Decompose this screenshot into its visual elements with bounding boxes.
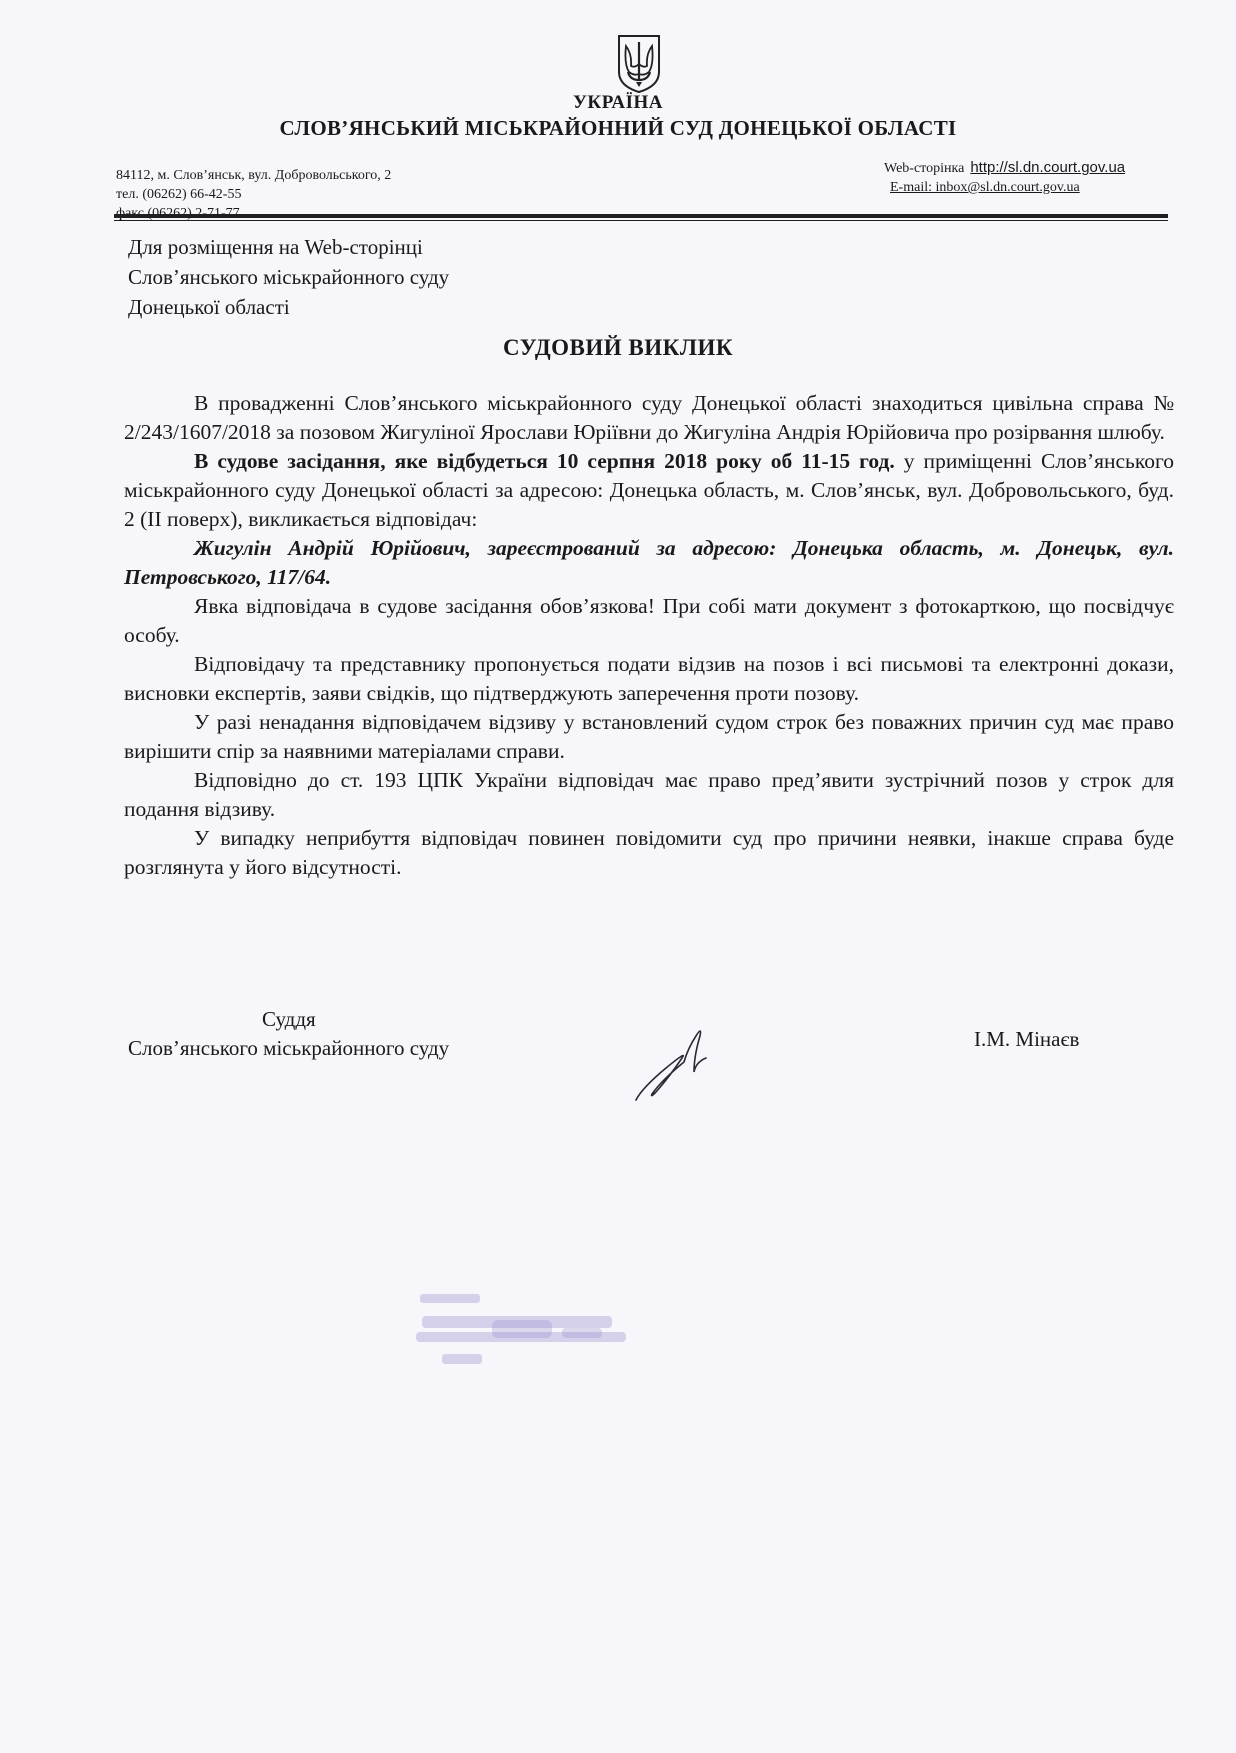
paragraph-case: В провадженні Слов’янського міськрайонного суду Донецької області знаходиться цивільна справа № 2/243/1607/2018 за позовом Жигуліної Ярослави Юріївни до Жигуліна Андрія Юрійовича про розірвання шлюбу. (124, 391, 1174, 444)
paragraph-response: Відповідачу та представнику пропонується подати відзив на позов і всі письмові та електронні докази, висновки експертів, заяви свідків, що підтверджують заперечення проти позову. (124, 652, 1174, 705)
paragraph-counterclaim: Відповідно до ст. 193 ЦПК України відповідач має право пред’явити зустрічний позов у строк для подання відзиву. (124, 768, 1174, 821)
court-address: 84112, м. Слов’янськ, вул. Добровольського, 2 (116, 168, 392, 183)
placement-note (128, 232, 449, 322)
trident-emblem-icon (616, 34, 662, 94)
court-website (884, 158, 1125, 178)
court-name: СЛОВ’ЯНСЬКИЙ МІСЬКРАЙОННИЙ СУД ДОНЕЦЬКОЇ ОБЛАСТІ (279, 116, 957, 140)
paragraph-defendant: Жигулін Андрій Юрійович, зареєстрований за адресою: Донецька область, м. Донецьк, вул. Петровського, 117/64. (124, 536, 1174, 589)
header-divider (114, 214, 1168, 218)
placement-line: Для розміщення на Web-сторінці (128, 235, 423, 259)
summons-body (124, 389, 1174, 882)
court-email[interactable]: E-mail: inbox@sl.dn.court.gov.ua (890, 180, 1080, 195)
paragraph-attendance: Явка відповідача в судове засідання обов’язкова! При собі мати документ з фотокарткою, що посвідчує особу. (124, 594, 1174, 647)
judge-court: Слов’янського міськрайонного суду (128, 1036, 450, 1060)
handwritten-signature-icon (632, 1022, 724, 1104)
judge-name: І.М. Мінаєв (974, 1027, 1080, 1051)
faded-stamp-icon (412, 1280, 632, 1380)
website-link[interactable]: http://sl.dn.court.gov.ua (970, 159, 1126, 176)
document-title: СУДОВИЙ ВИКЛИК (502, 335, 734, 360)
paragraph-absence: У випадку неприбуття відповідач повинен повідомити суд про причини неявки, інакше справа буде розглянута у його відсутності. (124, 826, 1174, 879)
judge-role: Суддя (262, 1007, 316, 1031)
placement-line: Слов’янського міськрайонного суду (128, 265, 450, 289)
hearing-location: у приміщенні Слов’янського міськрайонного суду Донецької області за адресою: Донецька область, м. Слов’янськ, вул. Добровольського, буд. 2 (ІІ поверх), викликається відповідач: (124, 449, 1174, 531)
country-name: УКРАЇНА (572, 92, 663, 113)
paragraph-hearing (124, 447, 1174, 534)
paragraph-default: У разі ненадання відповідачем відзиву у встановлений судом строк без поважних причин суд має право вирішити спір за наявними матеріалами справи. (124, 710, 1174, 763)
hearing-datetime: В судове засідання, яке відбудеться 10 серпня 2018 року об 11-15 год. (194, 449, 895, 473)
court-phone: тел. (06262) 66-42-55 (116, 187, 242, 202)
header-divider-thin (114, 220, 1168, 221)
website-label: Web-сторінка (884, 161, 965, 176)
placement-line: Донецької області (128, 295, 290, 319)
